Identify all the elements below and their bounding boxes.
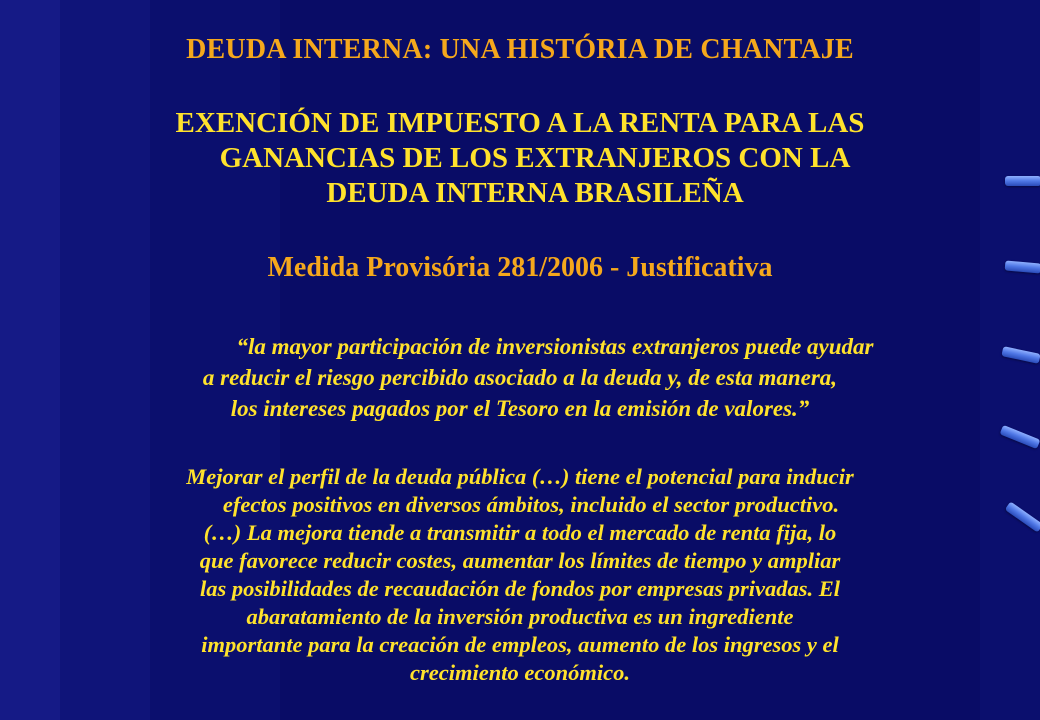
body-line-5: las posibilidades de recaudación de fondos por empresas privadas. El: [200, 576, 840, 601]
quote-line-2: a reducir el riesgo percibido asociado a la deuda y, de esta manera,: [202, 365, 838, 390]
subtitle-line-3: DEUDA INTERNA BRASILEÑA: [326, 177, 744, 209]
quote-line-1: “la mayor participación de inversionistas extranjeros puede ayudar: [236, 334, 874, 359]
body-line-7: importante para la creación de empleos, aumento de los ingresos y el: [201, 632, 839, 657]
body-line-2: efectos positivos en diversos ámbitos, incluido el sector productivo.: [222, 492, 840, 517]
slide-title: DEUDA INTERNA: UNA HISTÓRIA DE CHANTAJE: [186, 34, 854, 65]
body-line-1: Mejorar el perfil de la deuda pública (…) tiene el potencial para inducir: [186, 464, 854, 489]
subtitle-line-1: EXENCIÓN DE IMPUESTO A LA RENTA PARA LAS: [175, 107, 865, 139]
body-line-3: (…) La mejora tiende a transmitir a todo el mercado de renta fija, lo: [203, 520, 837, 545]
quote-line-3: los intereses pagados por el Tesoro en la emisión de valores.”: [230, 396, 810, 421]
decorative-bar: [1000, 425, 1040, 449]
body-line-4: que favorece reducir costes, aumentar los límites de tiempo y ampliar: [199, 548, 841, 573]
body-line-8: crecimiento económico.: [410, 660, 630, 685]
subtitle-line-2: GANANCIAS DE LOS EXTRANJEROS CON LA: [219, 142, 851, 174]
body-line-6: abaratamiento de la inversión productiva es un ingrediente: [246, 604, 794, 629]
medida-provisoria-heading: Medida Provisória 281/2006 - Justificativa: [267, 252, 773, 283]
